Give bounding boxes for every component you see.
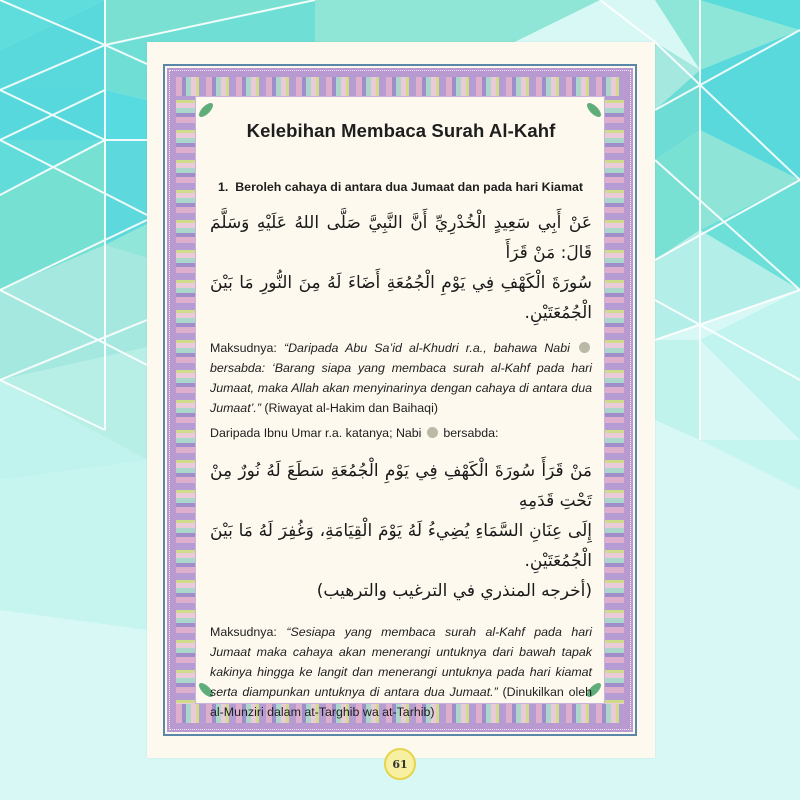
arabic-line: مَنْ قَرَأَ سُورَةَ الْكَهْفِ فِي يَوْمِ الْجُمُعَةِ سَطَعَ لَهُ نُورٌ مِنْ تَحْتِ قَدَمِهِ — [210, 461, 592, 511]
translation-label: Maksudnya: — [210, 625, 277, 639]
arabic-source: (أخرجه المنذري في الترغيب والترهيب) — [316, 581, 592, 601]
hadith-2-arabic — [210, 456, 592, 606]
salawat-icon — [579, 342, 590, 353]
translation-text: “Sesiapa yang membaca surah al-Kahf pada hari Jumaat maka cahaya akan menerangi untuknya dari bawah tapak kakinya hingga ke langit dan menerangi untuknya pada hari kiamat serta diampunkan untuknya di antara dua Jumaat.” — [210, 625, 592, 699]
section-heading — [218, 180, 592, 194]
hadith-2-intro — [210, 426, 592, 440]
page-title: Kelebihan Membaca Surah Al-Kahf — [246, 120, 556, 141]
intro-text: Daripada Ibnu Umar r.a. katanya; Nabi — [210, 426, 422, 440]
hadith-source: (Dinukilkan oleh al-Munziri dalam at-Targhib wa at-Tarhib) — [210, 685, 592, 719]
hadith-1-arabic — [210, 208, 592, 328]
book-page — [147, 42, 655, 771]
arabic-line: إِلَى عِنَانِ السَّمَاءِ يُضِيءُ لَهُ يَوْمَ الْقِيَامَةِ، وَغُفِرَ لَهُ مَا بَيْنَ الْجُمُعَتَيْنِ. — [210, 521, 592, 571]
hadith-2-translation — [210, 622, 592, 722]
section-number: 1. — [218, 180, 229, 194]
hadith-1-translation — [210, 338, 592, 418]
translation-text: “Daripada Abu Sa’id al-Khudri r.a., bahawa Nabi — [283, 341, 570, 355]
page-content — [210, 120, 592, 722]
page-number-badge: 61 — [384, 748, 416, 780]
salawat-icon — [427, 427, 438, 438]
hadith-source: (Riwayat al-Hakim dan Baihaqi) — [264, 401, 438, 415]
arabic-line: سُورَةَ الْكَهْفِ فِي يَوْمِ الْجُمُعَةِ أَضَاءَ لَهُ مِنَ النُّورِ مَا بَيْنَ الْجُمُعَتَيْنِ. — [210, 273, 592, 323]
intro-text: bersabda: — [443, 426, 499, 440]
section-heading-text: Beroleh cahaya di antara dua Jumaat dan pada hari Kiamat — [235, 180, 583, 194]
translation-label: Maksudnya: — [210, 341, 277, 355]
arabic-line: عَنْ أَبِي سَعِيدٍ الْخُدْرِيِّ أَنَّ النَّبِيَّ صَلَّى اللهُ عَلَيْهِ وَسَلَّمَ قَالَ: مَنْ قَرَأَ — [210, 213, 592, 263]
translation-text: bersabda: ‘Barang siapa yang membaca surah al-Kahf pada hari Jumaat, maka Allah akan menyinarinya dengan cahaya di antara dua Jumaat’.” — [210, 361, 592, 415]
